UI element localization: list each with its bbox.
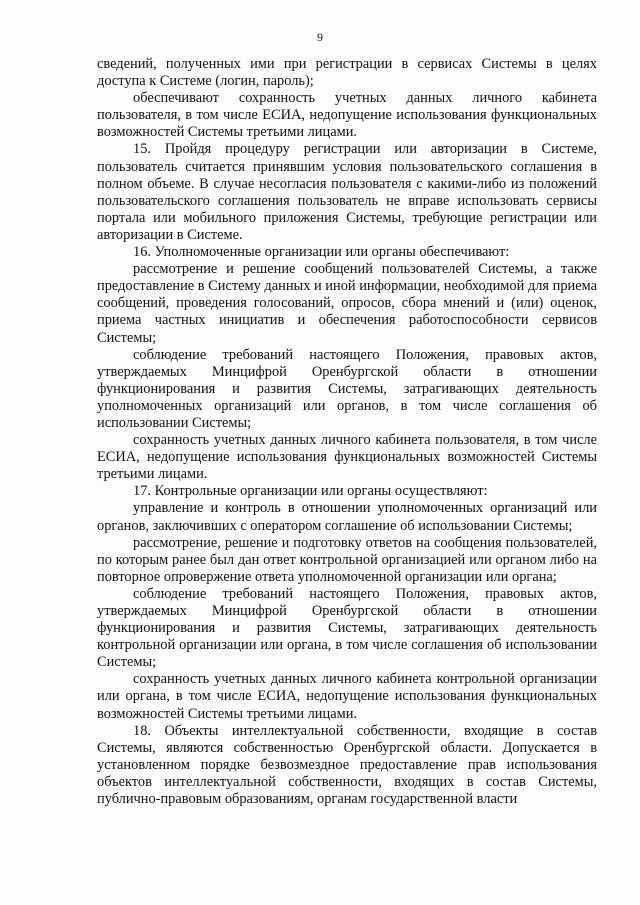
paragraph: соблюдение требований настоящего Положения, правовых актов, утверждаемых Минцифрой Оренбургской области в отношении функционирования и развития Системы, затрагивающих деятельность контрольной организации или органа, в том числе соглашения об использовании Системы; (97, 585, 597, 671)
paragraph: сохранность учетных данных личного кабинета пользователя, в том числе ЕСИА, недопущение использования функциональных возможностей Системы третьими лицами. (97, 432, 597, 483)
document-body (97, 56, 597, 808)
paragraph-clause-16: 16. Уполномоченные организации или органы обеспечивают: (133, 244, 510, 261)
paragraph-clause-17: 17. Контрольные организации или органы осуществляют: (133, 483, 488, 500)
paragraph: управление и контроль в отношении уполномоченных организаций или органов, заключивших с оператором соглашение об использовании Системы; (97, 500, 597, 534)
paragraph-clause-15: 15. Пройдя процедуру регистрации или авторизации в Системе, пользователь считается принявшим условия пользовательского соглашения в полном объеме. В случае несогласия пользователя с какими-либо из положений пользовательского соглашения пользователь не вправе использовать сервисы портала или мобильного приложения Системы, требующие регистрации или авторизации в Системе. (97, 141, 597, 243)
paragraph-clause-18: 18. Объекты интеллектуальной собственности, входящие в состав Системы, являются собственностью Оренбургской области. Допускается в установленном порядке безвозмездное предоставление прав использования объектов интеллектуальной собственности, входящих в состав Системы, публично-правовым образованиям, органам государственной власти (97, 722, 597, 808)
paragraph: обеспечивают сохранность учетных данных личного кабинета пользователя, в том числе ЕСИА, недопущение использования функциональных возможностей Системы третьими лицами. (97, 90, 597, 141)
page-number: 9 (317, 30, 323, 44)
paragraph: соблюдение требований настоящего Положения, правовых актов, утверждаемых Минцифрой Оренбургской области в отношении функционирования и развития Системы, затрагивающих деятельность уполномоченных организаций или органов, в том числе соглашения об использовании Системы; (97, 346, 597, 431)
paragraph: сохранность учетных данных личного кабинета контрольной организации или органа, в том числе ЕСИА, недопущение использования функциональных возможностей Системы третьими лицами. (97, 671, 597, 722)
paragraph: рассмотрение и решение сообщений пользователей Системы, а также предоставление в Систему данных и иной информации, необходимой для приема сообщений, проведения голосований, опросов, сбора мнений и (или) оценок, приема частных инициатив и обеспечения работоспособности сервисов Системы; (97, 261, 597, 346)
paragraph-continuation: сведений, полученных ими при регистрации в сервисах Системы в целях доступа к Системе (логин, пароль); (97, 56, 597, 90)
paragraph: рассмотрение, решение и подготовку ответов на сообщения пользователей, по которым ранее был дан ответ контрольной организацией или органом либо на повторное опровержение ответа уполномоченной организации или органа; (97, 534, 597, 585)
